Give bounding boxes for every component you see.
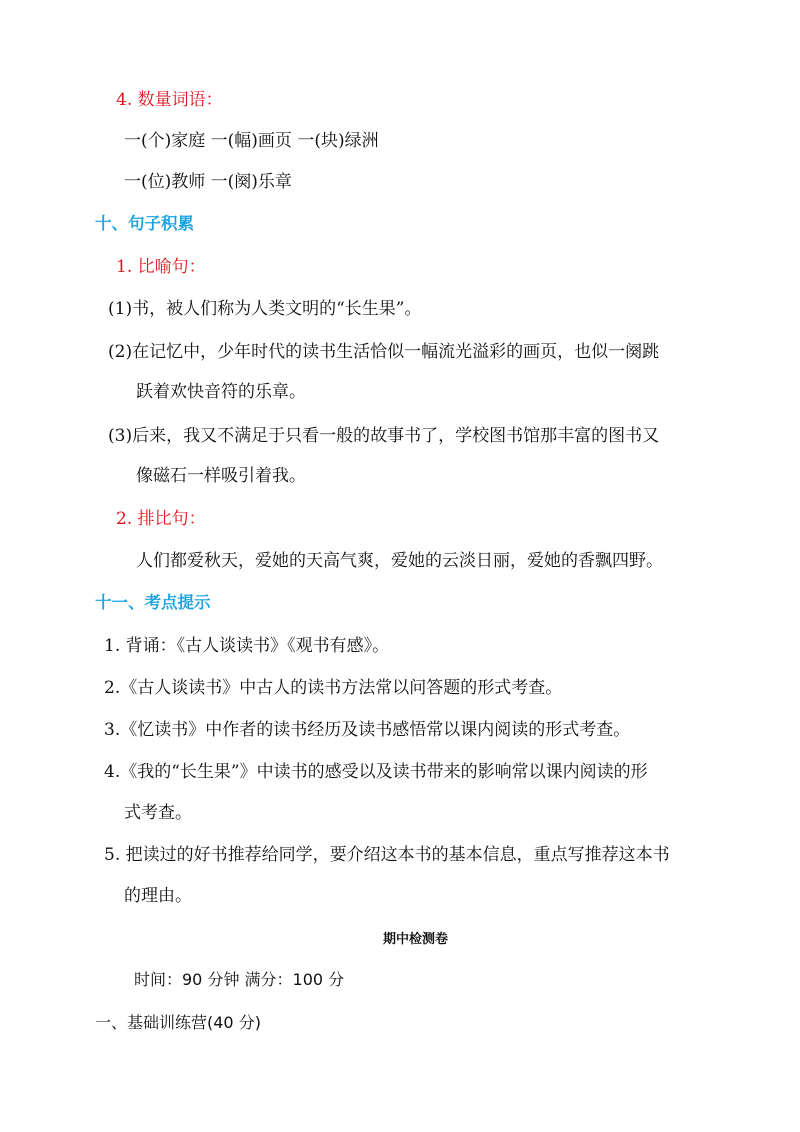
tip-item: 式考查。 xyxy=(124,803,192,823)
tip-item: 4.《我的“长生果”》中读书的感受以及读书带来的影响常以课内阅读的形 xyxy=(104,762,648,782)
sentence-item: 像磁石一样吸引着我。 xyxy=(136,466,306,486)
tip-item: 的理由。 xyxy=(124,886,192,906)
exam-section-heading: 一、基础训练营(40 分) xyxy=(95,1013,261,1032)
section-heading-sentences: 十、句子积累 xyxy=(95,214,194,233)
tip-item: 5. 把读过的好书推荐给同学，要介绍这本书的基本信息，重点写推荐这本书 xyxy=(104,845,670,865)
sentence-item: (3)后来，我又不满足于只看一般的故事书了，学校图书馆那丰富的图书又 xyxy=(108,426,660,446)
tip-item: 3.《忆读书》中作者的读书经历及读书感悟常以课内阅读的形式考查。 xyxy=(104,720,631,740)
vocab-line: 一(个)家庭 一(幅)画页 一(块)绿洲 xyxy=(124,131,379,151)
sentence-item: (1)书，被人们称为人类文明的“长生果”。 xyxy=(108,299,422,319)
sentence-item: 跃着欢快音符的乐章。 xyxy=(136,382,306,402)
vocab-heading: 4. 数量词语： xyxy=(116,90,223,110)
parallel-heading: 2. 排比句： xyxy=(116,509,206,529)
tip-item: 2.《古人谈读书》中古人的读书方法常以问答题的形式考查。 xyxy=(104,678,563,698)
parallel-text: 人们都爱秋天，爱她的天高气爽，爱她的云淡日丽，爱她的香飘四野。 xyxy=(136,551,663,571)
sentence-item: (2)在记忆中，少年时代的读书生活恰似一幅流光溢彩的画页，也似一阕跳 xyxy=(108,342,660,362)
metaphor-heading: 1. 比喻句： xyxy=(116,257,206,277)
exam-title: 期中检测卷 xyxy=(383,932,449,947)
exam-info: 时间：90 分钟 满分：100 分 xyxy=(134,970,345,989)
vocab-line: 一(位)教师 一(阕)乐章 xyxy=(124,172,292,192)
section-heading-tips: 十一、考点提示 xyxy=(95,593,211,612)
tip-item: 1. 背诵：《古人谈读书》《观书有感》。 xyxy=(104,636,390,656)
